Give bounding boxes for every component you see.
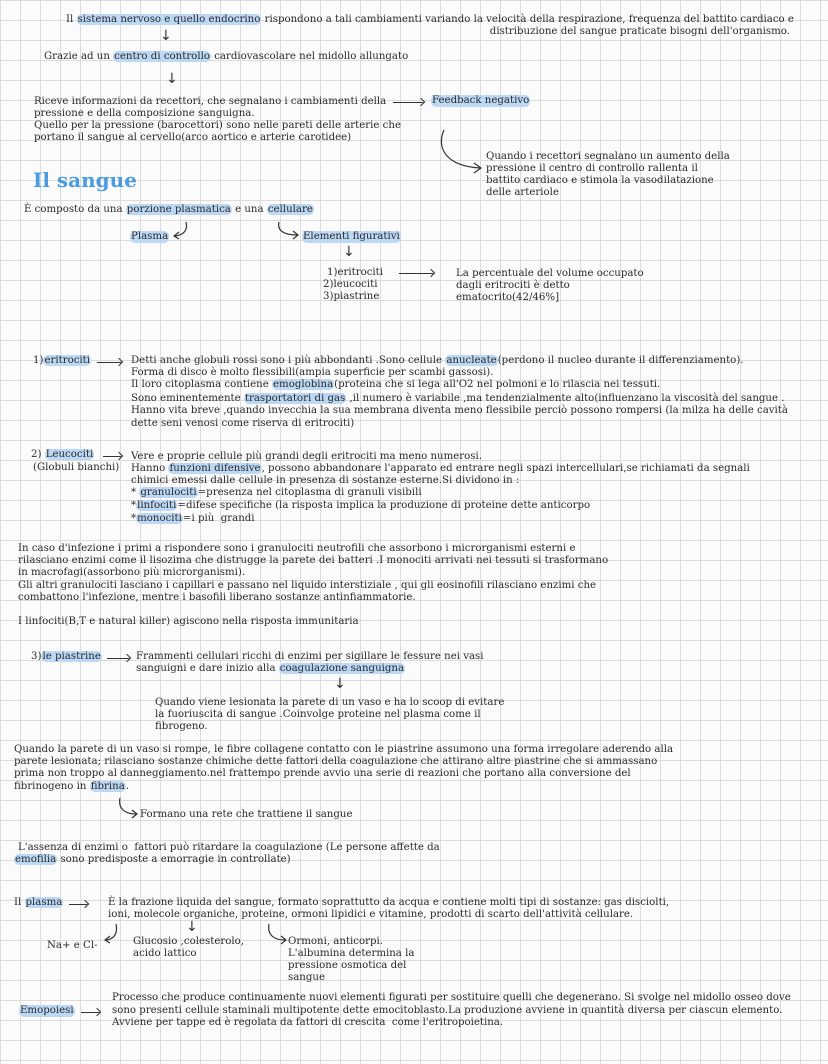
highlight-elementi-figurativi: Elementi figurativi <box>303 231 400 242</box>
plasma-ormoni-3: pressione osmotica del <box>288 960 407 971</box>
feedback-line-3: battito cardiaco e stimola la vasodilatazione <box>486 175 714 186</box>
leucociti-linfociti: *linfociti=difese specifiche (la risposta implica la produzione di proteine dette anticorpo <box>131 500 591 511</box>
label-leucociti: 2) Leucociti <box>31 449 94 460</box>
infezione-line-1: In caso d'infezione i primi a rispondere sono i granulociti neutrofili che assorbono i microrganismi esterni e <box>18 543 576 554</box>
list-item-leucociti: 2)leucociti <box>323 279 378 290</box>
leucociti-line-2: Hanno funzioni difensive, possono abbandonare l'apparato ed entrare negli spazi intercellulari,se richiamati da segnali <box>131 463 750 474</box>
piastrine-line-2: sanguigni e dare inizio alla coagulazione sanguigna <box>136 663 405 674</box>
plasma-glucosio-1: Glucosio ,colesterolo, <box>133 936 245 947</box>
emopoiesi-line-3: Avviene per tappe ed è regolata da fattori di crescita come l'eritropoietina. <box>112 1017 504 1028</box>
plasma-ormoni-2: L'albumina determina la <box>288 948 415 959</box>
intro-line-2: distribuzione del sangue praticate bisogni dell'organismo. <box>489 26 790 37</box>
curved-arrow-icon <box>275 220 301 240</box>
feedback-line-2: pressione il centro di controllo rallenta il <box>486 163 698 174</box>
right-arrow-icon <box>69 904 87 905</box>
eritrociti-line-6: dette seni venosi come riserva di eritrociti) <box>131 418 355 429</box>
feedback-line-4: delle arteriole <box>486 187 559 198</box>
list-item-eritrociti: 1)eritrociti <box>327 267 384 278</box>
label-globuli-bianchi: (Globuli bianchi) <box>33 462 120 473</box>
curved-arrow-icon <box>172 220 192 240</box>
right-arrow-icon <box>107 658 129 659</box>
label-piastrine: 3)le piastrine <box>31 651 101 662</box>
list-item-piastrine: 3)piastrine <box>323 291 380 302</box>
leucociti-line-1: Vere e proprie cellule più grandi degli eritrociti ma meno numerosi. <box>131 451 483 462</box>
section-title-sangue: Il sangue <box>33 168 137 192</box>
ematocrito-line-3: ematocrito(42/46%] <box>456 292 560 303</box>
label-plasma: Il plasma <box>14 897 63 908</box>
highlight-sistema-nervoso: sistema nervoso e quello endocrino <box>77 14 261 25</box>
eritrociti-line-2: Forma di disco è molto flessibili(ampia superficie per scambi gassosi). <box>131 367 494 378</box>
parete-line-4: fibrinogeno in fibrina. <box>14 781 130 792</box>
eritrociti-line-4: Sono eminentemente trasportatori di gas ,il numero è variabile ,ma tendenzialmente alto(influenzano la viscosità del sangue . <box>131 393 785 404</box>
plasma-line-2: ioni, molecole organiche, proteine, ormoni lipidici e vitamine, prodotti di scarto dell'attività cellulare. <box>108 909 634 920</box>
parete-line-2: parete lesionata; rilasciano sostanze chimiche dette fattori della coagulazione che attirano altre piastrine che si ammassano <box>14 756 658 767</box>
emopoiesi-line-1: Processo che produce continuamente nuovi elementi figurati per sostituire quelli che degenerano. Si svolge nel midollo osseo dove <box>112 992 791 1003</box>
intro-line-5: pressione e della composizione sanguigna. <box>34 108 255 119</box>
assenza-line-2: emofilia sono predisposte a emorragie in controllate) <box>15 854 291 865</box>
plasma-line-1: È la frazione liquida del sangue, formato soprattutto da acqua e contiene molti tipi di sostanze: gas disciolti, <box>108 897 670 908</box>
intro-line-1: Il sistema nervoso e quello endocrino rispondono a tali cambiamenti variando la velocità della respirazione, frequenza del battito cardiaco e <box>66 14 794 25</box>
leucociti-line-3: chimici emessi dalle cellule in presenza di sostanze esterne.Si dividono in : <box>131 475 520 486</box>
infezione-line-2: rilasciano enzimi come il lisozima che distrugge la parete dei batteri .I monociti arrivati nei tessuti si trasformano <box>18 555 609 566</box>
infezione-line-3: in macrofagi(assorbono più microrganismi). <box>18 567 246 578</box>
parete-line-3: prima non troppo al danneggiamento.nel frattempo prende avvio una serie di reazioni che portano alla conversione del <box>14 768 631 779</box>
coagulazione-line-3: fibrogeno. <box>155 721 208 732</box>
coagulazione-line-2: la fuoriuscita di sangue .Coinvolge proteine nel plasma come il <box>155 709 481 720</box>
label-eritrociti: 1)eritrociti <box>33 355 91 366</box>
right-arrow-icon <box>393 102 423 103</box>
parete-line-1: Quando la parete di un vaso si rompe, le fibre collagene contatto con le piastrine assumono una forma irregolare aderendo alla <box>14 744 674 755</box>
right-arrow-icon <box>399 273 433 274</box>
intro-line-4: Riceve informazioni da recettori, che segnalano i cambiamenti della <box>34 96 387 107</box>
intro-line-3: Grazie ad un centro di controllo cardiovascolare nel midollo allungato <box>44 51 409 62</box>
curved-arrow-icon <box>102 922 120 944</box>
leucociti-monociti: *monociti=i più grandi <box>131 513 255 524</box>
ematocrito-line-2: dagli eritrociti è detto <box>456 280 570 291</box>
feedback-line-1: Quando i recettori segnalano un aumento della <box>486 151 730 162</box>
right-arrow-icon <box>97 362 121 363</box>
curved-arrow-icon <box>116 796 140 820</box>
leucociti-granulociti: * granulociti=presenza nel citoplasma di granuli visibili <box>131 487 422 498</box>
infezione-line-6: I linfociti(B,T e natural killer) agiscono nella risposta immunitaria <box>18 616 359 627</box>
highlight-emopoiesi: Emopoiesi <box>20 1005 74 1016</box>
eritrociti-line-1: Detti anche globuli rossi sono i più abbondanti .Sono cellule anucleate(perdono il nucleo durante il differenziamento). <box>131 355 744 366</box>
infezione-line-5: combattono l'infezione, mentre i basofili liberano sostanze antinfiammatorie. <box>18 592 416 603</box>
assenza-line-1: L'assenza di enzimi o fattori può ritardare la coagulazione (Le persone affette da <box>18 842 440 853</box>
down-arrow-icon: ↓ <box>160 28 172 44</box>
highlight-feedback-negativo: Feedback negativo <box>432 95 530 106</box>
rete-fibrina: Formano una rete che trattiene il sangue <box>140 809 353 820</box>
highlight-centro-controllo: centro di controllo <box>114 51 210 62</box>
down-arrow-icon: ↓ <box>343 244 355 260</box>
intro-line-6: Quello per la pressione (barocettori) sono nelle pareti delle arterie che <box>34 120 401 131</box>
plasma-ioni: Na+ e Cl- <box>47 940 98 951</box>
highlight-plasma: Plasma <box>131 231 169 242</box>
eritrociti-line-5: Hanno vita breve ,quando invecchia la sua membrana diventa meno flessibile perciò possono rompersi (la milza ha delle cavità <box>131 405 788 416</box>
plasma-glucosio-2: acido lattico <box>133 948 197 959</box>
right-arrow-icon <box>81 1012 99 1013</box>
ematocrito-line-1: La percentuale del volume occupato <box>456 268 644 279</box>
right-arrow-icon <box>103 456 121 457</box>
plasma-ormoni-1: Ormoni, anticorpi. <box>288 936 384 947</box>
down-arrow-icon: ↓ <box>166 71 178 87</box>
infezione-line-4: Gli altri granulociti lasciano i capillari e passano nel liquido interstiziale , qui gli eosinofili rilasciano enzimi che <box>18 580 597 591</box>
eritrociti-line-3: Il loro citoplasma contiene emoglobina(proteina che si lega all'O2 nel polmoni e lo rilascia nei tessuti. <box>131 379 661 390</box>
sangue-composition: È composto da una porzione plasmatica e una cellulare <box>24 204 313 215</box>
down-arrow-icon: ↓ <box>186 919 198 935</box>
curved-arrow-icon <box>265 922 289 946</box>
curved-arrow-icon <box>436 128 486 174</box>
down-arrow-icon: ↓ <box>334 676 346 692</box>
emopoiesi-line-2: sono presenti cellule staminali multipotente dette emocitoblasto.La produzione avviene in quantità diversa per ciascun elemento. <box>112 1005 783 1016</box>
plasma-ormoni-4: sangue <box>288 972 325 983</box>
coagulazione-line-1: Quando viene lesionata la parete di un vaso e ha lo scoop di evitare <box>155 697 505 708</box>
piastrine-line-1: Frammenti cellulari ricchi di enzimi per sigillare le fessure nei vasi <box>136 651 484 662</box>
intro-line-7: portano il sangue al cervello(arco aortico e arterie carotidee) <box>34 132 352 143</box>
